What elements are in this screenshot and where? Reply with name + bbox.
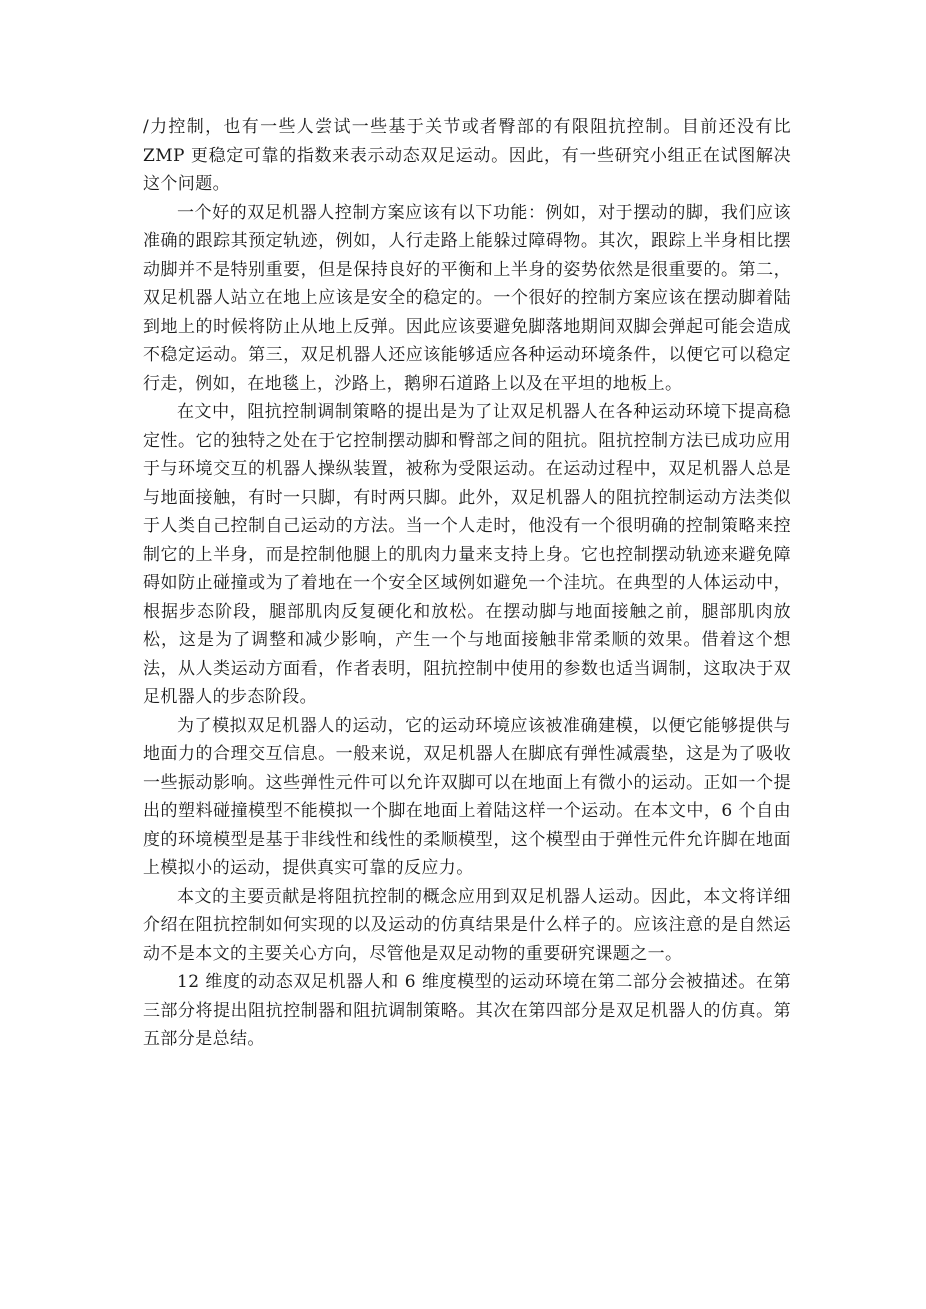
document-page bbox=[143, 113, 791, 1054]
paragraph-1: /力控制，也有一些人尝试一些基于关节或者臀部的有限阻抗控制。目前还没有比 ZMP 更稳定可靠的指数来表示动态双足运动。因此，有一些研究小组正在试图解决这个问题。 bbox=[143, 117, 791, 194]
paragraph-3: 在文中，阻抗控制调制策略的提出是为了让双足机器人在各种运动环境下提高稳定性。它的独特之处在于它控制摆动脚和臀部之间的阻抗。阻抗控制方法已成功应用于与环境交互的机器人操纵装置，被称为受限运动。在运动过程中，双足机器人总是与地面接触，有时一只脚，有时两只脚。此外，双足机器人的阻抗控制运动方法类似于人类自己控制自己运动的方法。当一个人走时，他没有一个很明确的控制策略来控制它的上半身，而是控制他腿上的肌肉力量来支持上身。它也控制摆动轨迹来避免障碍如防止碰撞或为了着地在一个安全区域例如避免一个洼坑。在典型的人体运动中，根据步态阶段，腿部肌肉反复硬化和放松。在摆动脚与地面接触之前，腿部肌肉放松，这是为了调整和减少影响，产生一个与地面接触非常柔顺的效果。借着这个想法，从人类运动方面看，作者表明，阻抗控制中使用的参数也适当调制，这取决于双足机器人的步态阶段。 bbox=[143, 402, 791, 707]
paragraph-2: 一个好的双足机器人控制方案应该有以下功能：例如，对于摆动的脚，我们应该准确的跟踪其预定轨迹，例如，人行走路上能躲过障碍物。其次，跟踪上半身相比摆动脚并不是特别重要，但是保持良好的平衡和上半身的姿势依然是很重要的。第二，双足机器人站立在地上应该是安全的稳定的。一个很好的控制方案应该在摆动脚着陆到地上的时候将防止从地上反弹。因此应该要避免脚落地期间双脚会弹起可能会造成不稳定运动。第三，双足机器人还应该能够适应各种运动环境条件，以便它可以稳定行走，例如，在地毯上，沙路上，鹅卵石道路上以及在平坦的地板上。 bbox=[143, 202, 791, 394]
paragraph-5: 本文的主要贡献是将阻抗控制的概念应用到双足机器人运动。因此，本文将详细介绍在阻抗控制如何实现的以及运动的仿真结果是什么样子的。应该注意的是自然运动不是本文的主要关心方向，尽管他是双足动物的重要研究课题之一。 bbox=[143, 886, 791, 964]
paragraph-4: 为了模拟双足机器人的运动，它的运动环境应该被准确建模，以便它能够提供与地面力的合理交互信息。一般来说，双足机器人在脚底有弹性减震垫，这是为了吸收一些振动影响。这些弹性元件可以允许双脚可以在地面上有微小的运动。正如一个提出的塑料碰撞模型不能模拟一个脚在地面上着陆这样一个运动。在本文中，6 个自由度的环境模型是基于非线性和线性的柔顺模型，这个模型由于弹性元件允许脚在地面上模拟小的运动，提供真实可靠的反应力。 bbox=[143, 715, 791, 878]
paragraph-6: 12 维度的动态双足机器人和 6 维度模型的运动环境在第二部分会被描述。在第三部分将提出阻抗控制器和阻抗调制策略。其次在第四部分是双足机器人的仿真。第五部分是总结。 bbox=[143, 972, 791, 1049]
